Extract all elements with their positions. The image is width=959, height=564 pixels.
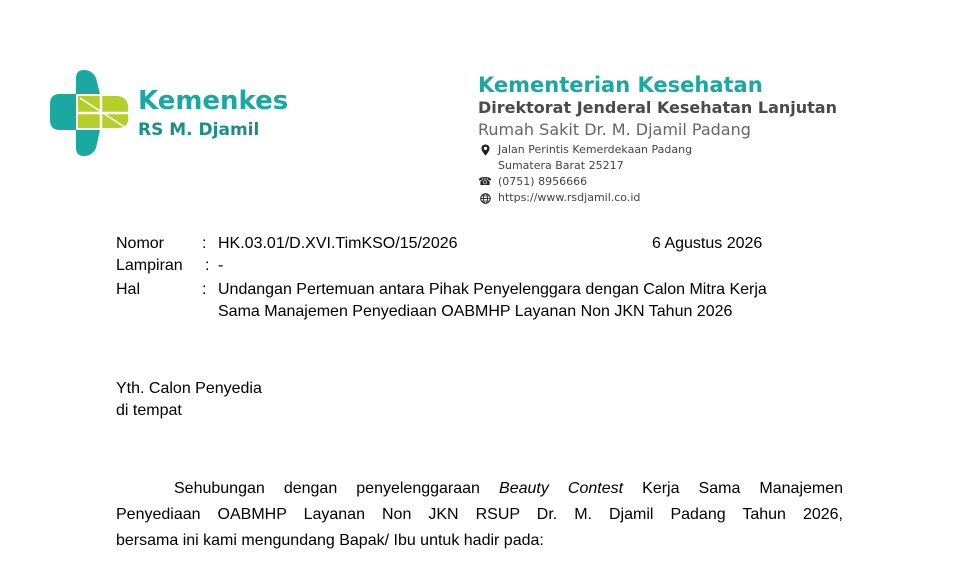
body-line1-after: Kerja Sama Manajemen: [642, 480, 844, 497]
address-line1: Jalan Perintis Kemerdekaan Padang: [498, 143, 693, 156]
hal-line1: Undangan Pertemuan antara Pihak Penyelenggara dengan Calon Mitra Kerja: [218, 281, 767, 298]
phone-number: (0751) 8956666: [498, 175, 588, 188]
body-line1: [116, 476, 843, 502]
directorate-name: Direktorat Jenderal Kesehatan Lanjutan: [478, 98, 837, 117]
hal-colon: :: [202, 281, 207, 298]
lampiran-colon: :: [205, 257, 210, 274]
body-line1-before: Sehubungan dengan penyelenggaraan: [174, 480, 480, 497]
letterhead: [478, 72, 948, 206]
phone-line: [478, 174, 948, 190]
body-line2: Penyediaan OABMHP Layanan Non JKN RSUP Dr. M. Djamil Padang Tahun 2026,: [116, 506, 843, 523]
ministry-name: Kementerian Kesehatan: [478, 73, 763, 97]
hospital-name: Rumah Sakit Dr. M. Djamil Padang: [478, 120, 751, 139]
nomor-value: HK.03.01/D.XVI.TimKSO/15/2026: [218, 235, 458, 252]
telephone-icon: ☎: [478, 175, 492, 188]
kemenkes-logo: [46, 68, 296, 158]
hal-label: Hal: [116, 281, 141, 298]
brand-name: Kemenkes: [138, 86, 289, 116]
body-paragraph: [116, 476, 843, 554]
lampiran-value: -: [218, 257, 224, 274]
nomor-colon: :: [202, 235, 207, 252]
body-line1-italic: Beauty Contest: [499, 480, 624, 497]
addressee: [116, 378, 262, 422]
website-line: [478, 190, 948, 206]
nomor-label: Nomor: [116, 235, 165, 252]
kemenkes-emblem-icon: [46, 68, 132, 158]
addressee-line2: di tempat: [116, 402, 182, 419]
address-line: [478, 142, 948, 158]
hal-line2: Sama Manajemen Penyediaan OABMHP Layanan Non JKN Tahun 2026: [218, 303, 733, 320]
addressee-line1: Yth. Calon Penyedia: [116, 380, 262, 397]
brand-subtitle: RS M. Djamil: [138, 120, 260, 140]
lampiran-label: Lampiran: [116, 257, 183, 274]
location-pin-icon: [478, 144, 492, 156]
globe-icon: [478, 192, 492, 204]
body-line3: bersama ini kami mengundang Bapak/ Ibu untuk hadir pada:: [116, 532, 544, 549]
letter-date: 6 Agustus 2026: [652, 235, 763, 252]
website-url: https://www.rsdjamil.co.id: [498, 191, 641, 204]
address-line2: Sumatera Barat 25217: [498, 159, 624, 172]
